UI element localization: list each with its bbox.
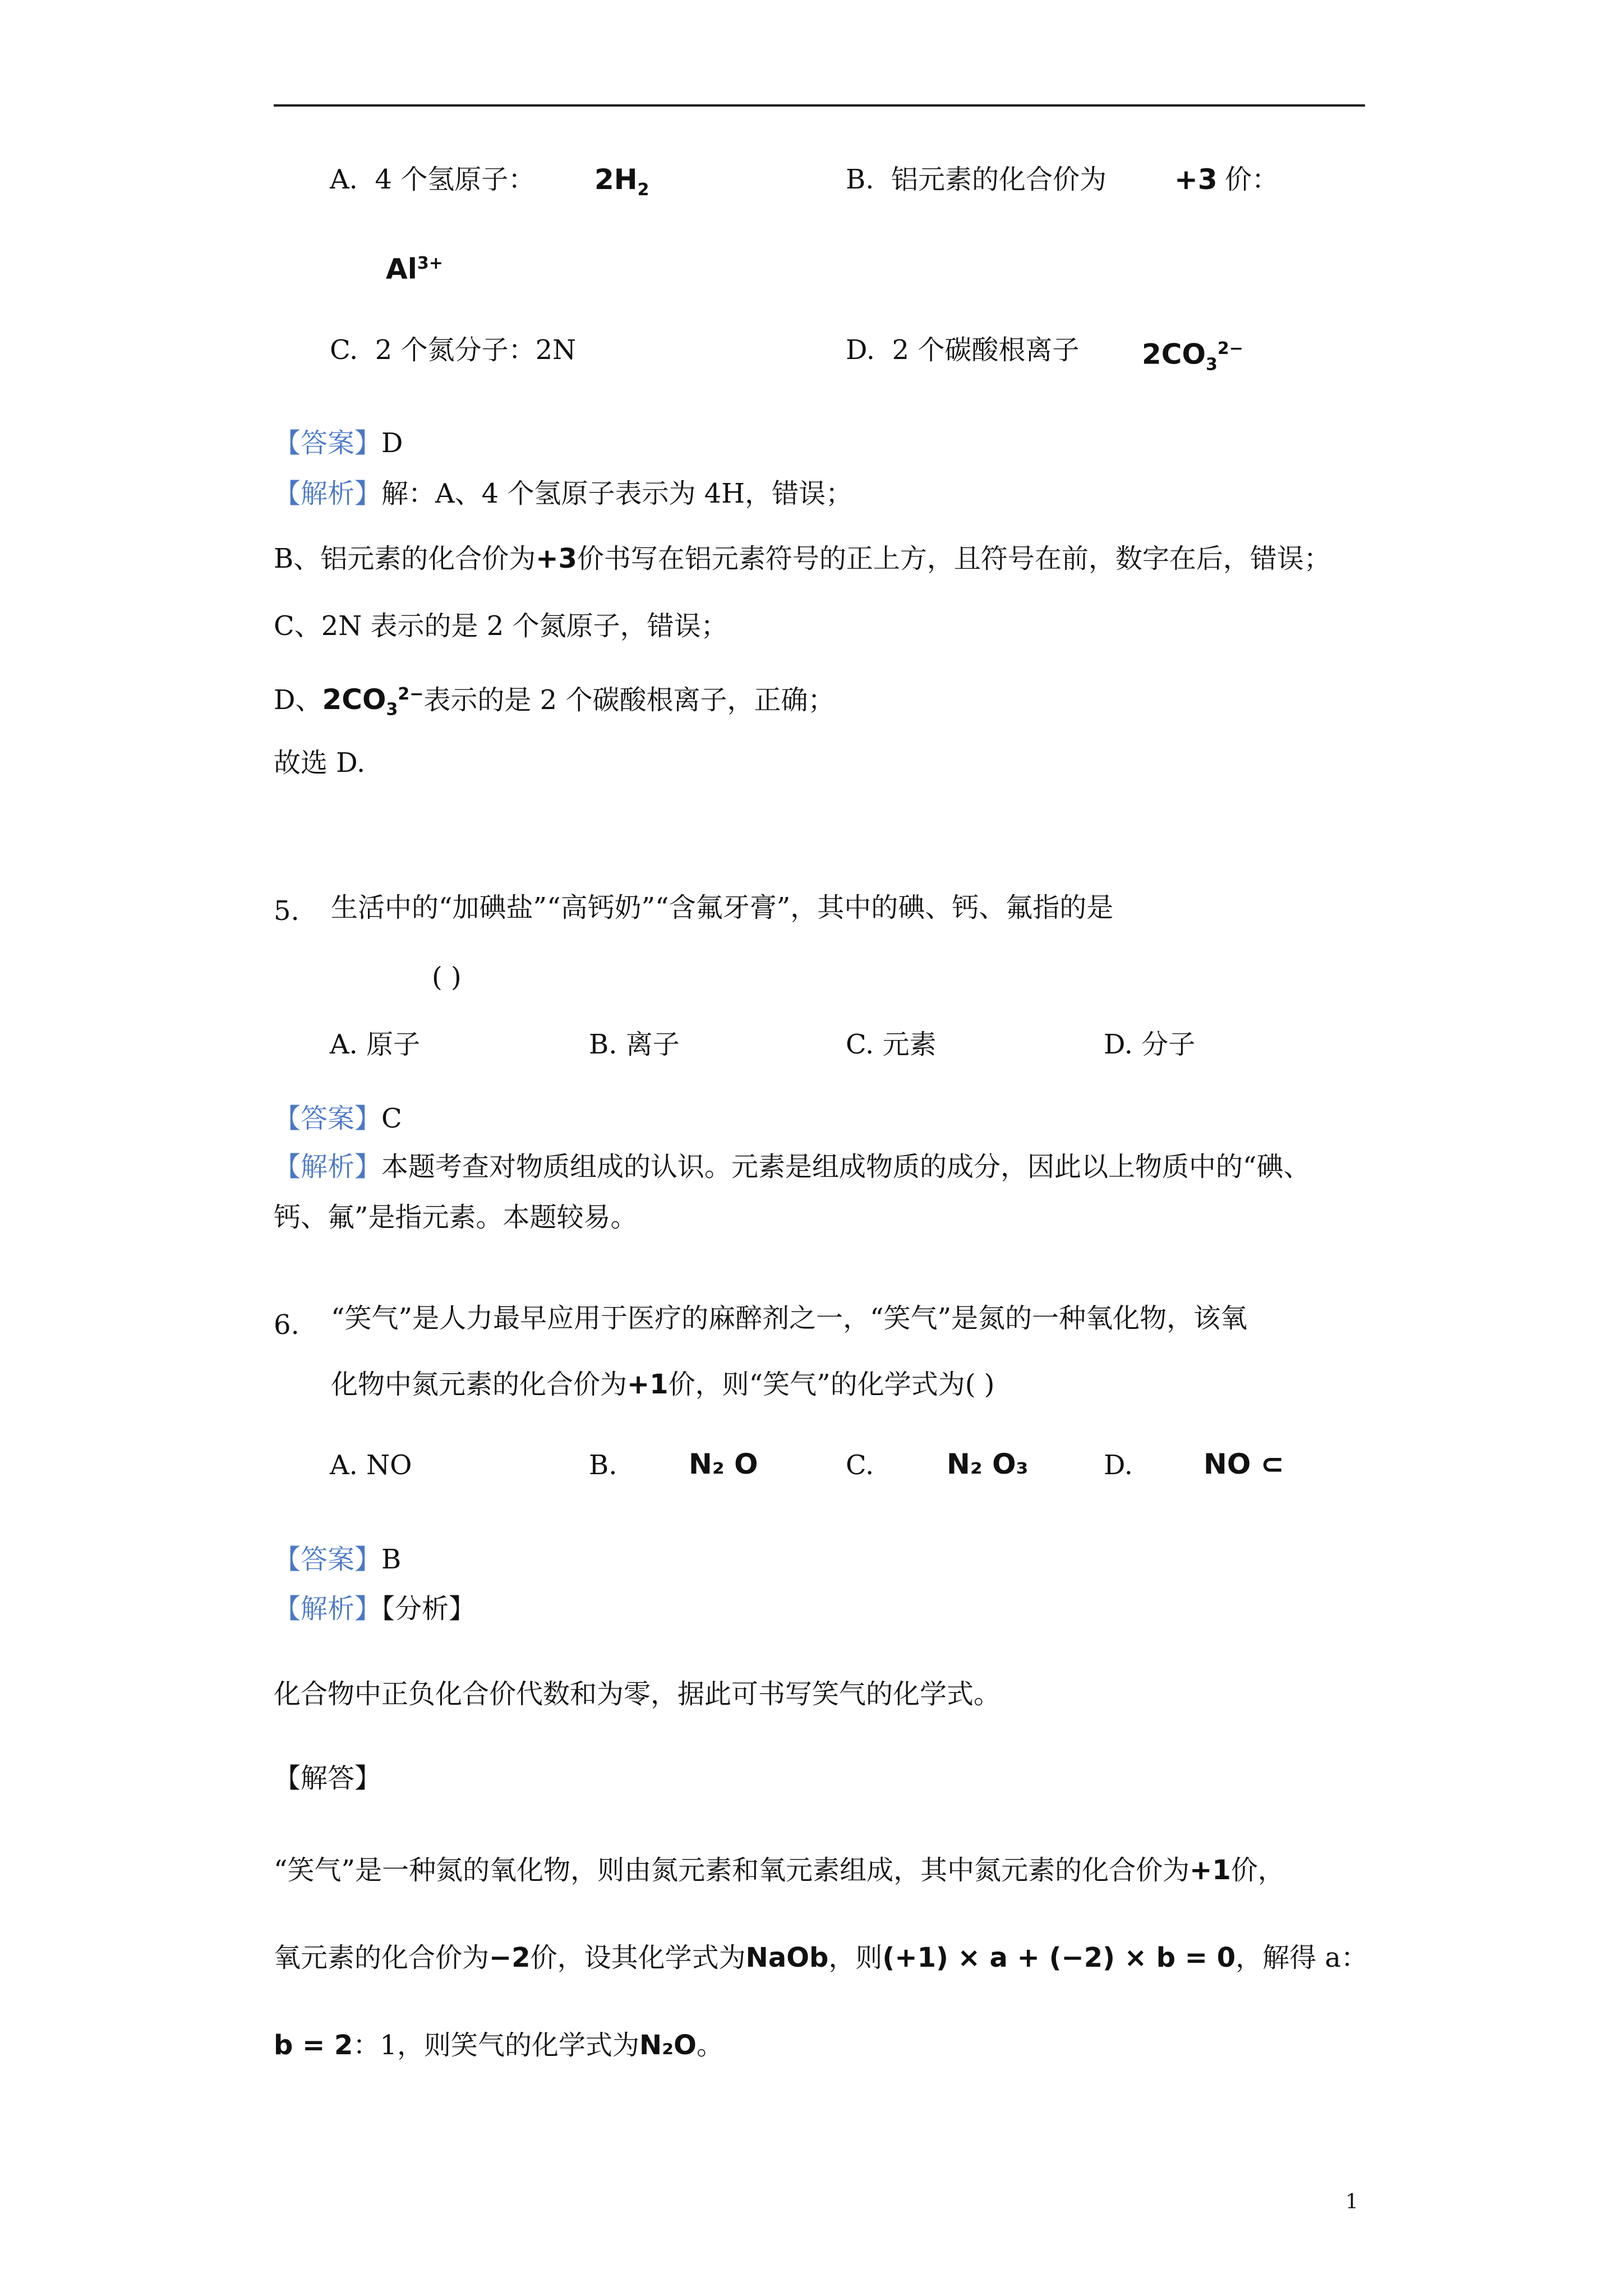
header-rule	[274, 104, 1365, 107]
q4-option-b-formula: $Al^{3+}$	[386, 252, 443, 286]
q4-option-c: C. 2 个氮分子：2N	[330, 334, 577, 366]
q5-option-c: C. 元素	[846, 1029, 937, 1060]
q5-analysis-line2: 钙、氟”是指元素。本题较易。	[274, 1202, 638, 1233]
answer-tag: 【答案】	[274, 1103, 382, 1134]
q4-analysis-line4: D、$2CO_3^{2-}$表示的是 2 个碳酸根离子，正确；	[274, 683, 835, 720]
q4-option-b: B. 铝元素的化合价为	[846, 164, 1107, 195]
page-number: 1	[1345, 2191, 1358, 2214]
q4-analysis-line5: 故选 D.	[274, 747, 366, 779]
q6-solve-line1: “笑气”是一种氮的氧化物，则由氮元素和氧元素组成，其中氮元素的化合价为+1价，	[274, 1855, 1285, 1886]
q6-stem-line1: “笑气”是人力最早应用于医疗的麻醉剂之一，“笑气”是氮的一种氧化物，该氧	[331, 1303, 1248, 1334]
q5-option-b: B. 离子	[589, 1029, 680, 1060]
q4-answer: 【答案】D	[274, 427, 403, 459]
q6-option-b-label: B.	[589, 1450, 617, 1481]
q4-option-a: A. 4 个氢原子：	[330, 164, 536, 195]
answer-tag: 【答案】	[274, 1544, 382, 1575]
answer-tag: 【答案】	[274, 427, 382, 459]
q6-option-b-formula: N₂ O	[689, 1448, 758, 1480]
q4-option-b-valence: +3	[1174, 163, 1218, 196]
q6-option-c-label: C.	[846, 1450, 874, 1481]
q6-option-d-formula: NO ⊂	[1204, 1448, 1284, 1480]
q5-option-a: A. 原子	[330, 1029, 421, 1060]
q6-number: 6.	[274, 1309, 299, 1341]
q6-answer: 【答案】B	[274, 1544, 402, 1575]
q5-option-d: D. 分子	[1104, 1029, 1196, 1060]
q5-analysis-line1: 【解析】本题考查对物质组成的认识。元素是组成物质的成分，因此以上物质中的“碘、	[274, 1151, 1311, 1182]
q6-analysis-head: 【解析】【分析】	[274, 1593, 476, 1625]
analysis-tag: 【解析】	[274, 478, 382, 509]
q6-option-a: A. NO	[330, 1450, 412, 1481]
q6-solve-head: 【解答】	[274, 1763, 382, 1794]
analysis-tag: 【解析】	[274, 1151, 382, 1182]
q6-solve-line3: b = 2：1，则笑气的化学式为N₂O。	[274, 2030, 723, 2061]
q6-stem-line2: 化物中氮元素的化合价为+1价，则“笑气”的化学式为( )	[331, 1369, 995, 1400]
q5-stem: 生活中的“加碘盐”“高钙奶”“含氟牙膏”，其中的碘、钙、氟指的是	[331, 892, 1114, 923]
q5-number: 5.	[274, 895, 299, 927]
q4-analysis-line3: C、2N 表示的是 2 个氮原子，错误；	[274, 610, 728, 642]
q5-answer: 【答案】C	[274, 1103, 402, 1134]
q4-analysis-line2: B、铝元素的化合价为+3价书写在铝元素符号的正上方，且符号在前，数字在后，错误；	[274, 543, 1331, 574]
q5-answer-paren: ( )	[432, 961, 462, 993]
q4-option-a-formula: $2H_2$	[594, 163, 649, 200]
analysis-tag: 【解析】	[274, 1593, 382, 1625]
q4-option-b-suffix: 价：	[1225, 164, 1279, 195]
q6-analysis-line1: 化合物中正负化合价代数和为零，据此可书写笑气的化学式。	[274, 1678, 1001, 1710]
q4-option-d-formula: $2CO_3^{2-}$	[1142, 338, 1243, 375]
q4-analysis-line1: 【解析】解：A、4 个氢原子表示为 4H，错误；	[274, 478, 853, 509]
q6-option-c-formula: N₂ O₃	[947, 1448, 1029, 1480]
q6-option-d-label: D.	[1104, 1450, 1133, 1481]
q4-option-d: D. 2 个碳酸根离子	[846, 334, 1080, 366]
q6-solve-line2: 氧元素的化合价为−2价，设其化学式为NaOb，则(+1) × a + (−2) × b = 0，解得 a：	[274, 1942, 1368, 1973]
